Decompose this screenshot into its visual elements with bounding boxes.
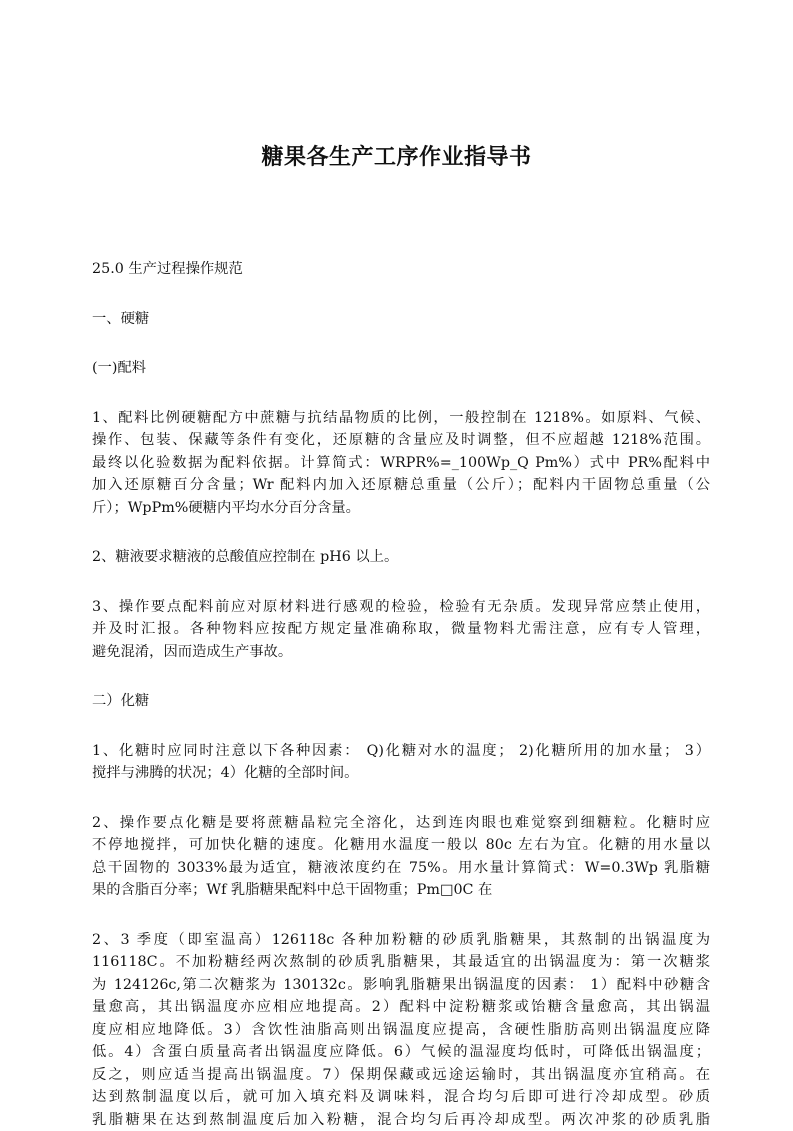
- paragraph-line: 最终以化验数据为配料依据。计算简式：WRPR%=_100Wp_Q Pm%）式中 PR%配料中: [92, 452, 710, 475]
- paragraph-line: 2、操作要点化糖是要将蔗糖晶粒完全溶化，达到连肉眼也难觉察到细糖粒。化糖时应: [92, 812, 710, 835]
- paragraph-line: 量愈高，其出锅温度亦应相应地提高。2）配料中淀粉糖浆或饴糖含量愈高，其出锅温: [92, 996, 710, 1019]
- heading-dissolving: 二）化糖: [92, 690, 710, 713]
- paragraph-ingredient-ratio: [92, 407, 710, 520]
- paragraph-line: 果的含脂百分率；Wf 乳脂糖果配料中总干固物重；Pm□0C 在: [92, 879, 710, 902]
- paragraph-line: 2、3 季度（即室温高）126118c 各种加粉糖的砂质乳脂糖果，其熬制的出锅温度为: [92, 929, 710, 952]
- paragraph-line: 度应相应地降低。3）含饮性油脂高则出锅温度应提高，含硬性脂肪高则出锅温度应降: [92, 1019, 710, 1042]
- paragraph-operation-points: [92, 596, 710, 664]
- paragraph-line: 2、糖液要求糖液的总酸值应控制在 pH6 以上。: [92, 546, 710, 569]
- paragraph-line: 不停地搅拌，可加快化糖的速度。化糖用水温度一般以 80c 左右为宜。化糖的用水量以: [92, 834, 710, 857]
- paragraph-line: 斤）；WpPm%硬糖内平均水分百分含量。: [92, 497, 710, 520]
- heading-ingredients: (一)配料: [92, 357, 710, 380]
- paragraph-line: 1、配料比例硬糖配方中蔗糖与抗结晶物质的比例，一般控制在 1218%。如原料、气候、: [92, 407, 710, 430]
- paragraph-line: 达到熬制温度以后，就可加入填充料及调味料，混合均匀后即可进行冷却成型。砂质: [92, 1086, 710, 1109]
- section-heading: 25.0 生产过程操作规范: [92, 258, 710, 281]
- paragraph-line: 低。4）含蛋白质量高者出锅温度应降低。6）气候的温湿度均低时，可降低出锅温度；: [92, 1041, 710, 1064]
- paragraph-line: 避免混淆，因而造成生产事故。: [92, 641, 710, 664]
- paragraph-line: 3、操作要点配料前应对原材料进行感观的检验，检验有无杂质。发现异常应禁止使用，: [92, 596, 710, 619]
- paragraph-line: 搅拌与沸腾的状况；4）化糖的全部时间。: [92, 762, 710, 785]
- paragraph-line: 加入还原糖百分含量；Wr 配料内加入还原糖总重量（公斤）；配料内干固物总重量（公: [92, 474, 710, 497]
- paragraph-line: 反之，则应适当提高出锅温度。7）保期保藏或远途运输时，其出锅温度亦宜稍高。在: [92, 1064, 710, 1087]
- paragraph-dissolving-factors: [92, 740, 710, 785]
- heading-hard-candy: 一、硬糖: [92, 308, 710, 331]
- paragraph-line: 操作、包装、保藏等条件有变化，还原糖的含量应及时调整，但不应超越 1218%范围。: [92, 429, 710, 452]
- paragraph-line: 乳脂糖果在达到熬制温度后加入粉糖，混合均匀后再冷却成型。两次冲浆的砂质乳脂: [92, 1109, 710, 1131]
- paragraph-line: 1、化糖时应同时注意以下各种因素： Q)化糖对水的温度； 2)化糖所用的加水量； 3）: [92, 740, 710, 763]
- paragraph-dissolving-points: [92, 812, 710, 902]
- paragraph-line: 并及时汇报。各种物料应按配方规定量准确称取，微量物料尤需注意，应有专人管理，: [92, 618, 710, 641]
- paragraph-line: 总干固物的 3033%最为适宜，糖液浓度约在 75%。用水量计算简式：W=0.3Wp 乳脂糖: [92, 857, 710, 880]
- paragraph-syrup-ph: [92, 546, 710, 569]
- paragraph-line: 116118C。不加粉糖经两次熬制的砂质乳脂糖果，其最适宜的出锅温度为：第一次糖浆: [92, 951, 710, 974]
- paragraph-boiling-temperature: [92, 929, 710, 1131]
- paragraph-line: 为 124126c,第二次糖浆为 130132c。影响乳脂糖果出锅温度的因素： 1）配料中砂糖含: [92, 974, 710, 997]
- document-body: [92, 258, 710, 1131]
- page-title: 糖果各生产工序作业指导书: [0, 140, 793, 171]
